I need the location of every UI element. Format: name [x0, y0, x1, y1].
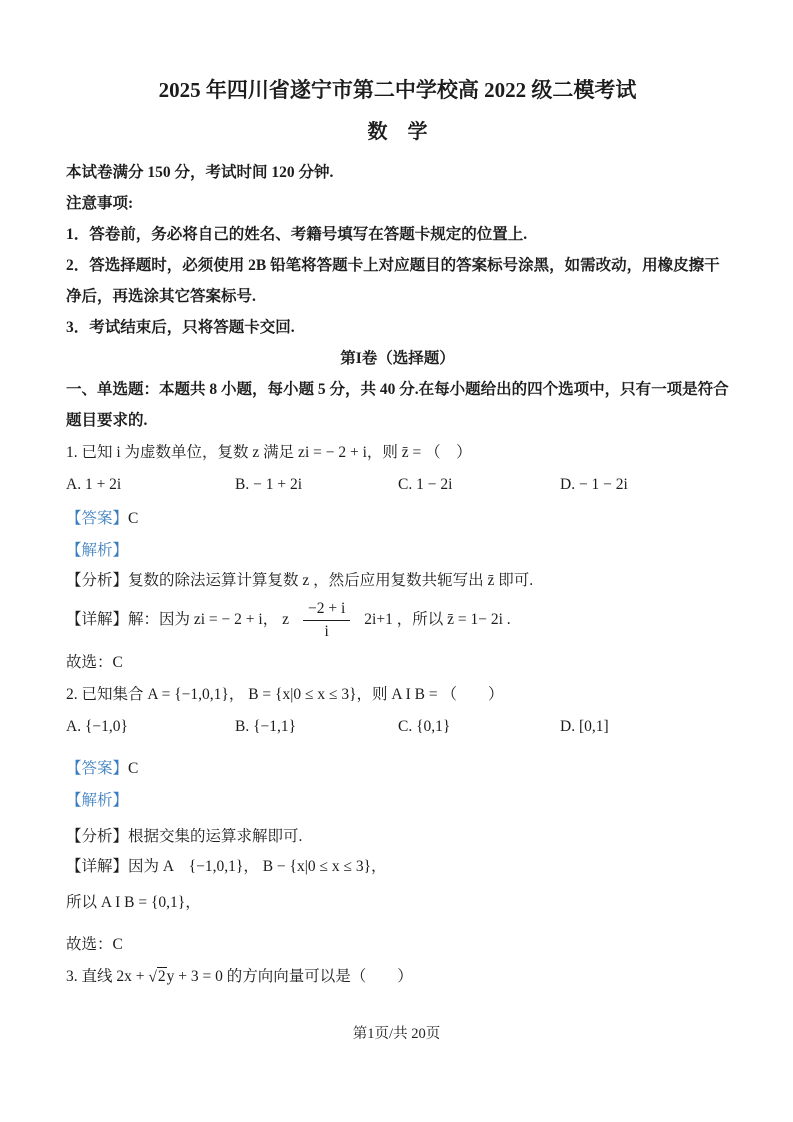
subject-title: 数 学: [367, 121, 428, 143]
notice-item-1: 1．答卷前，务必将自己的姓名、考籍号填写在答题卡规定的位置上.: [66, 226, 528, 243]
question-1-jiexi-line: [66, 536, 729, 566]
question-1-stem: 1. 已知 i 为虚数单位，复数 z 满足 zi = − 2 + i，则 z̄ = （ ）: [66, 444, 472, 461]
question-2-jiexi-line: [66, 786, 729, 816]
question-1-conclusion: 故选：C: [66, 654, 123, 671]
notice-item-2: 2．答选择题时，必须使用 2B 铅笔将答题卡上对应题目的答案标号涂黑，如需改动，用橡皮擦干净后，再选涂其它答案标号.: [66, 257, 720, 305]
detail-text-post: 2i+1 ，所以 z̄ = 1− 2i .: [364, 611, 511, 629]
jiexi-label: 【解析】: [66, 792, 129, 809]
question-2-option-a: A. {−1,0}: [66, 718, 128, 735]
answer-value: C: [128, 510, 139, 527]
document-title: 2025 年四川省遂宁市第二中学校高 2022 级二模考试: [158, 78, 637, 102]
answer-label: 【答案】: [66, 510, 129, 527]
answer-label: 【答案】: [66, 760, 129, 777]
question-1-fenxi: 【分析】复数的除法运算计算复数 z ，然后应用复数共轭写出 z̄ 即可.: [66, 572, 534, 589]
question-2-answer-line: [66, 754, 729, 784]
sqrt-expression: [148, 968, 166, 985]
question-2-option-d: D. [0,1]: [560, 718, 609, 735]
section-1-description: 一、单选题：本题共 8 小题，每小题 5 分，共 40 分.在每小题给出的四个选项中，只有一项是符合题目要求的.: [66, 381, 729, 429]
question-1-option-a: A. 1 + 2i: [66, 476, 122, 493]
fraction-numerator: −2 + i: [303, 599, 350, 621]
question-1-option-b: B. − 1 + 2i: [235, 476, 303, 493]
question-2-detail-2: 所以 A I B = {0,1}，: [66, 894, 201, 911]
question-2-options: [66, 710, 729, 744]
question-3-stem: [66, 961, 729, 992]
notice-item-3: 3．考试结束后，只将答题卡交回.: [66, 319, 295, 336]
question-2-stem: 2. 已知集合 A = {−1,0,1}， B = {x|0 ≤ x ≤ 3}，则 A I B = （ ）: [66, 686, 504, 703]
question-2-option-c: C. {0,1}: [398, 718, 451, 735]
page-number-footer: 第1页/共 20页: [352, 1026, 441, 1042]
fraction: [303, 599, 350, 642]
question-2-conclusion: 故选：C: [66, 936, 123, 953]
question-1-options: [66, 468, 729, 502]
radical-sign: √: [148, 968, 157, 986]
question-3-stem-post: y + 3 = 0 的方向向量可以是（ ）: [166, 968, 413, 985]
section-1-title: 第I卷（选择题）: [340, 350, 455, 367]
answer-value: C: [128, 760, 139, 777]
question-1-answer-line: [66, 504, 729, 534]
detail-text-pre: 【详解】解：因为 zi = − 2 + i， z: [66, 611, 289, 629]
question-3-stem-pre: 3. 直线 2x +: [66, 968, 145, 985]
jiexi-label: 【解析】: [66, 542, 129, 559]
fraction-denominator: i: [324, 623, 329, 640]
radicand: 2: [157, 968, 166, 985]
question-2-fenxi: 【分析】根据交集的运算求解即可.: [66, 828, 303, 845]
question-1-option-c: C. 1 − 2i: [398, 476, 453, 493]
question-2-option-b: B. {−1,1}: [235, 718, 297, 735]
notice-title: 注意事项:: [66, 195, 134, 212]
question-2-detail-1: 【详解】因为 A {−1,0,1}， B − {x|0 ≤ x ≤ 3}，: [66, 858, 387, 875]
question-1-option-d: D. − 1 − 2i: [560, 476, 628, 493]
exam-info: 本试卷满分 150 分，考试时间 120 分钟.: [66, 164, 334, 181]
question-1-detail: [66, 599, 729, 642]
